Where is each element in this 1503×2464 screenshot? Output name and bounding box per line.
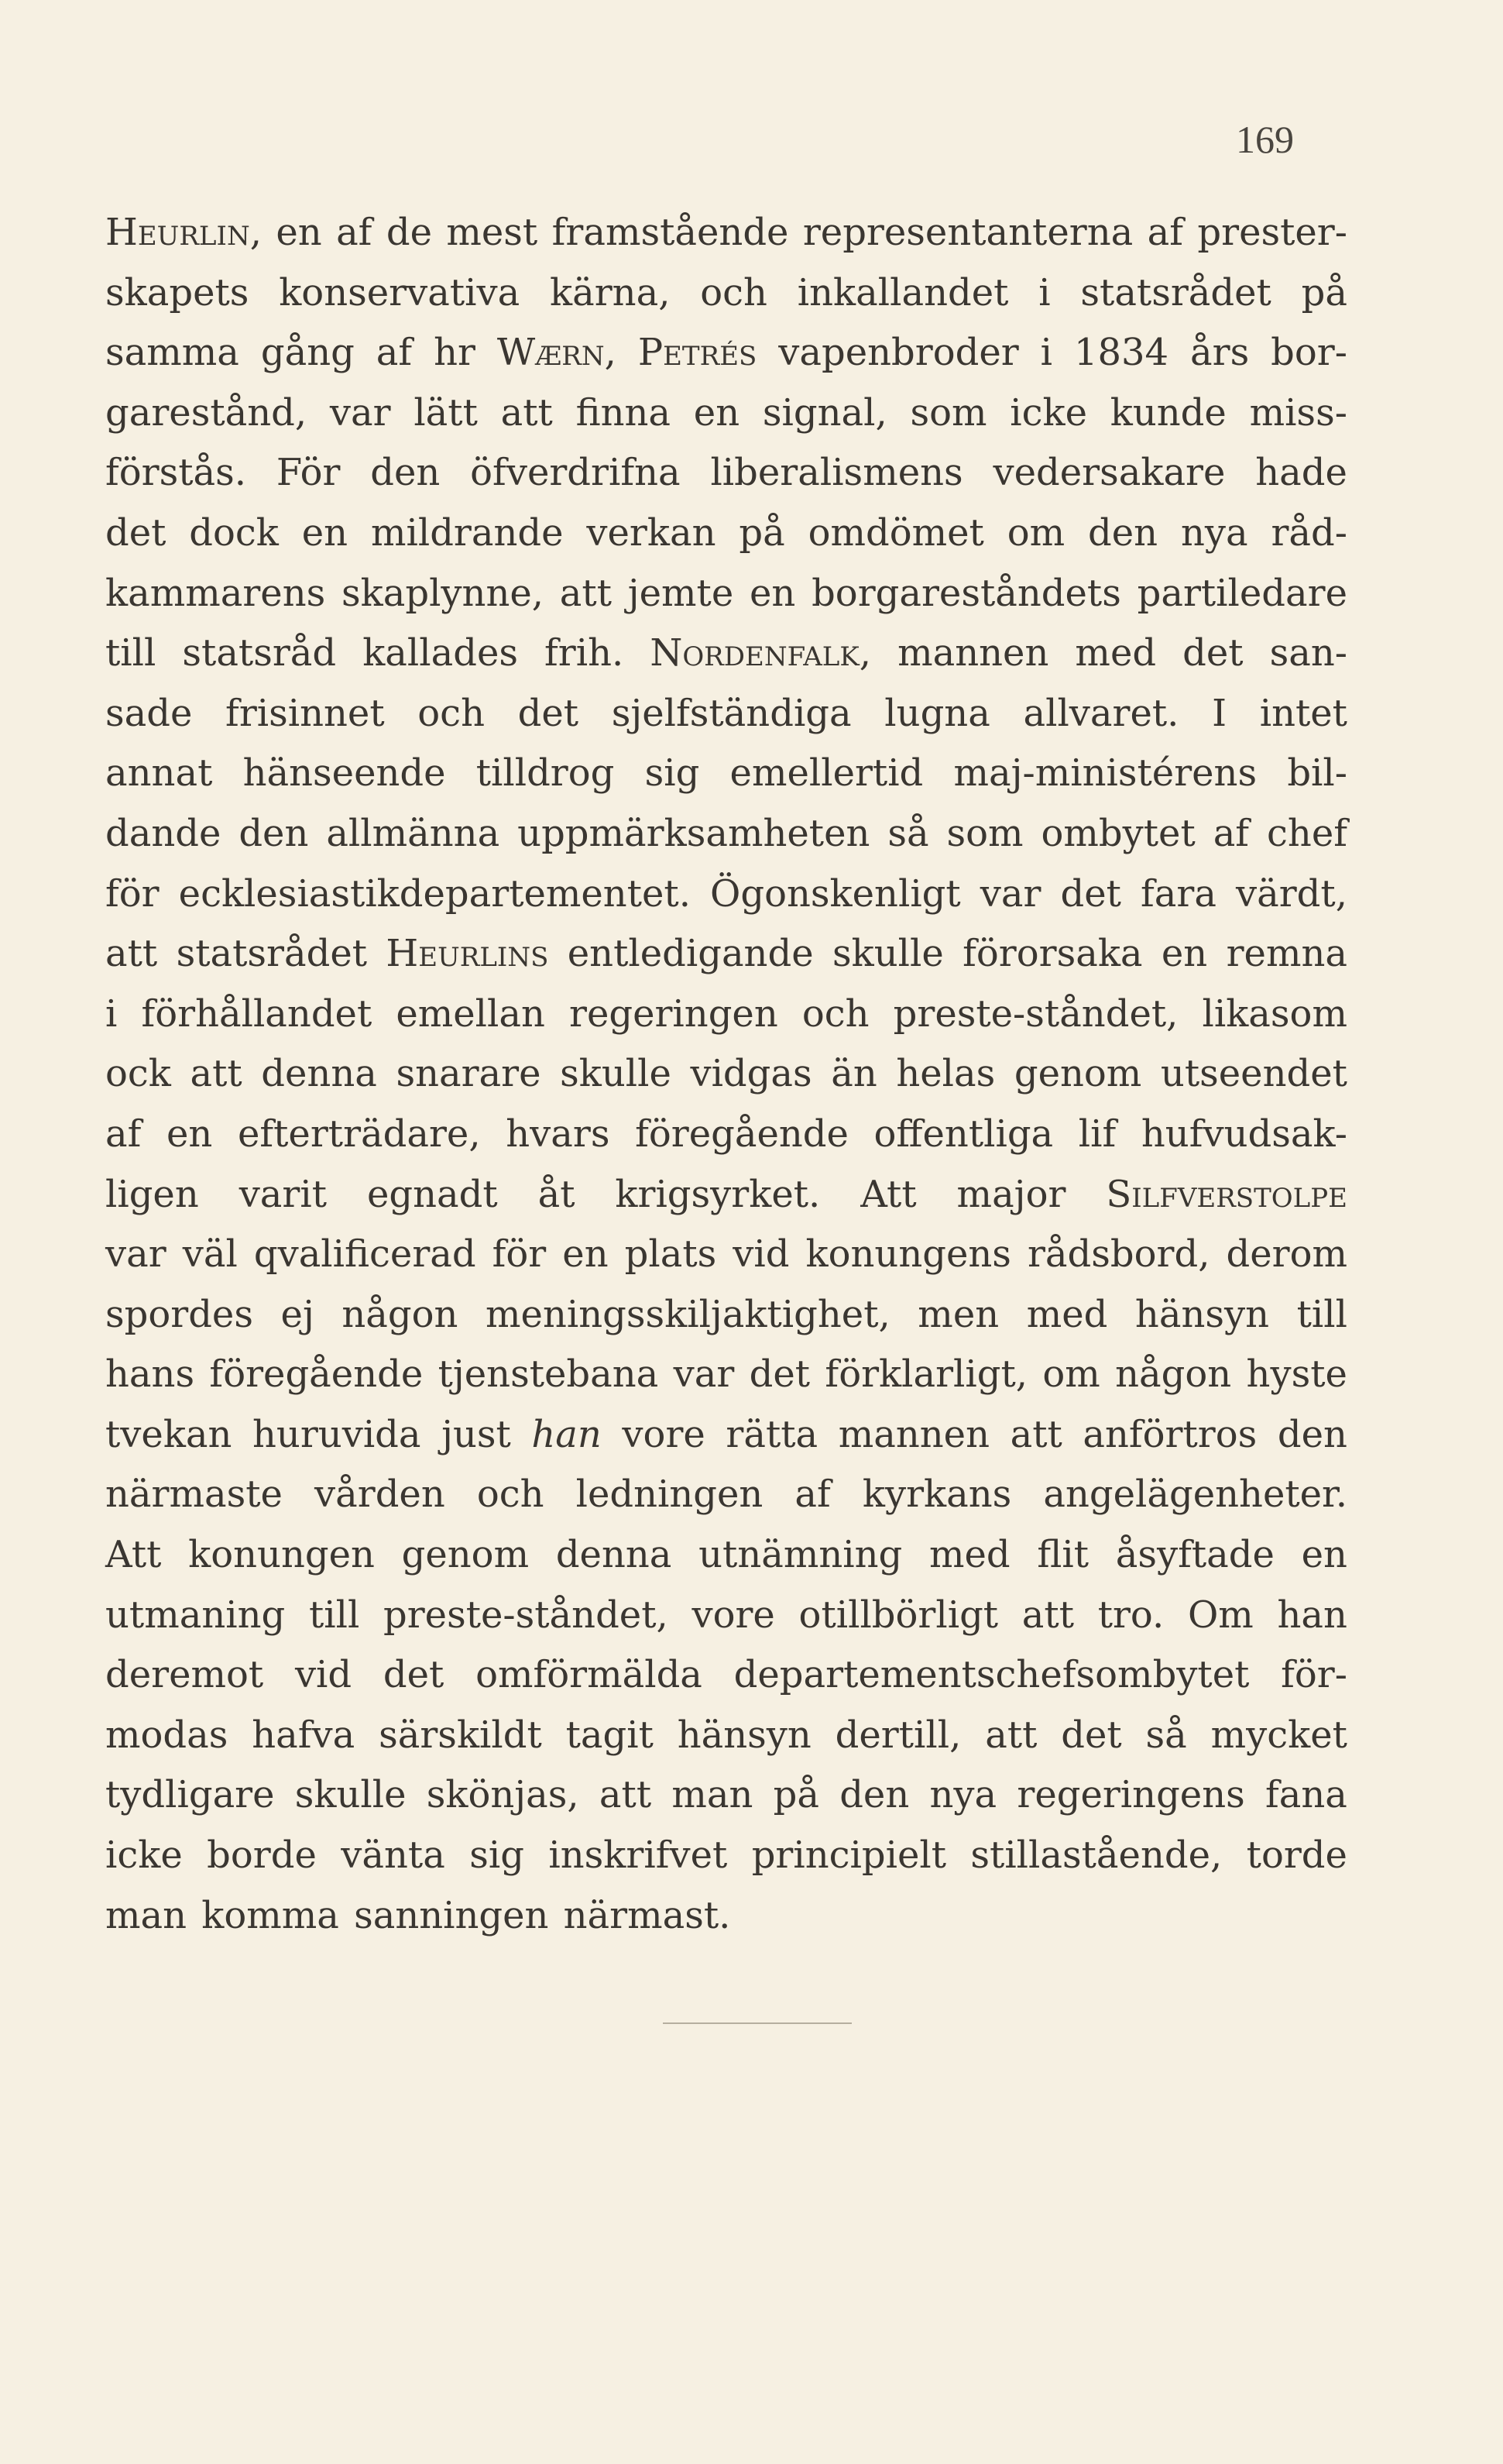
word: likasom: [1202, 991, 1347, 1036]
word: en: [1161, 932, 1208, 976]
text-line: [105, 804, 1347, 864]
word: det: [383, 1653, 444, 1697]
word: kyrkans: [862, 1473, 1012, 1517]
text-line: [105, 985, 1347, 1045]
word: för-: [1281, 1653, 1347, 1697]
word: sanningen: [354, 1893, 549, 1937]
word: mannen: [897, 631, 1049, 675]
word: vore: [691, 1593, 775, 1637]
word: någon: [1115, 1352, 1232, 1397]
word: skapets: [105, 270, 249, 314]
word: sade: [105, 691, 193, 735]
word: vapenbroder: [778, 331, 1019, 375]
word: skulle: [832, 932, 944, 976]
word: någon: [341, 1292, 458, 1336]
word: tydligare: [105, 1773, 275, 1817]
word: meningsskiljaktighet,: [486, 1292, 890, 1336]
word: finna: [575, 390, 671, 435]
word: signal,: [762, 390, 887, 435]
word: krigsyrket.: [615, 1172, 821, 1216]
word: ecklesiastikdepartementet.: [178, 871, 691, 916]
word: i: [1038, 270, 1051, 314]
text-line: [105, 383, 1347, 444]
word: utnämning: [698, 1533, 903, 1577]
word: värdt,: [1236, 871, 1347, 916]
word: vänta: [341, 1833, 445, 1878]
word: emellertid: [729, 751, 924, 796]
word: icke: [1010, 390, 1088, 435]
word: gång: [260, 331, 355, 375]
word: för: [492, 1232, 547, 1277]
word: ock: [105, 1052, 171, 1096]
word: det: [1182, 631, 1244, 675]
word: att: [1010, 1412, 1062, 1456]
text-line: [105, 864, 1347, 925]
word: en: [301, 510, 348, 555]
word: Ögonskenligt: [710, 871, 961, 916]
text-line: [105, 684, 1347, 744]
word: han: [531, 1412, 602, 1456]
word: major: [956, 1172, 1066, 1216]
word: var: [980, 871, 1041, 916]
word: man: [105, 1893, 187, 1937]
word: på: [739, 510, 785, 555]
word: till: [1296, 1292, 1347, 1336]
word: representanterna: [802, 211, 1134, 254]
word: omförmälda: [475, 1653, 702, 1697]
word: och: [476, 1473, 544, 1517]
word: rådsbord,: [1027, 1232, 1210, 1277]
word: emellan: [396, 991, 545, 1036]
word: mannen: [838, 1412, 990, 1456]
word: sig: [469, 1833, 524, 1878]
word: mest: [446, 211, 538, 254]
word: skaplynne,: [341, 571, 544, 615]
word: allvaret.: [1023, 691, 1179, 735]
word: entledigande: [567, 932, 814, 976]
word: borgareståndets: [812, 571, 1121, 615]
word: inkallandet: [797, 270, 1009, 314]
word: och: [417, 691, 485, 735]
word: ligen: [105, 1172, 199, 1216]
word: frisinnet: [225, 691, 385, 735]
word: af: [1213, 811, 1250, 855]
word: remna: [1226, 932, 1347, 976]
word: var: [329, 390, 391, 435]
word: qvalificerad: [253, 1232, 476, 1277]
word: genom: [1014, 1052, 1142, 1096]
word: nya: [929, 1773, 997, 1817]
word: närmast.: [563, 1893, 731, 1937]
word: hufvudsak-: [1141, 1112, 1347, 1156]
word: otillbörligt: [798, 1593, 999, 1637]
word: kunde: [1110, 390, 1227, 435]
text-line: [105, 503, 1347, 564]
word: den: [1277, 1412, 1347, 1456]
word: vore: [622, 1412, 705, 1456]
text-line: [105, 1285, 1347, 1345]
word: Heurlin,: [105, 211, 262, 254]
word: uppmärksamheten: [517, 811, 870, 855]
word: mycket: [1210, 1713, 1347, 1757]
word: tvekan: [105, 1412, 232, 1456]
word: förklarligt,: [825, 1352, 1028, 1397]
word: öfverdrifna: [470, 451, 681, 495]
word: om: [1042, 1352, 1100, 1397]
word: prester-: [1197, 211, 1347, 254]
word: just: [441, 1412, 511, 1456]
word: väl: [182, 1232, 238, 1277]
word: komma: [201, 1893, 339, 1937]
text-line: [105, 203, 1347, 263]
word: regeringen: [569, 991, 778, 1036]
word: ledningen: [575, 1473, 764, 1517]
word: spordes: [105, 1292, 253, 1336]
text-line: [105, 443, 1347, 503]
word: ej: [280, 1292, 314, 1336]
word: hade: [1255, 451, 1347, 495]
word: med: [928, 1533, 1011, 1577]
word: om: [1007, 510, 1065, 555]
word: till: [105, 631, 156, 675]
word: allmänna: [326, 811, 500, 855]
word: tro.: [1097, 1593, 1165, 1637]
text-line: [105, 624, 1347, 684]
word: att: [1021, 1593, 1074, 1637]
word: vid: [294, 1653, 352, 1697]
word: omdömet: [808, 510, 984, 555]
word: Nordenfalk,: [650, 631, 872, 675]
word: en: [1301, 1533, 1347, 1577]
word: denna: [555, 1533, 672, 1577]
word: skulle: [560, 1052, 671, 1096]
word: särskildt: [379, 1713, 542, 1757]
word: 1834: [1073, 331, 1169, 375]
word: skönjas,: [426, 1773, 579, 1817]
word: fana: [1265, 1773, 1347, 1817]
word: Om: [1187, 1593, 1254, 1637]
word: i: [105, 991, 118, 1036]
word: att: [599, 1773, 652, 1817]
text-line: [105, 263, 1347, 324]
text-line: [105, 1225, 1347, 1285]
word: var: [105, 1232, 166, 1277]
text-line: [105, 924, 1347, 985]
word: framstående: [551, 211, 789, 254]
end-rule: [663, 2022, 852, 2024]
word: Wærn,: [496, 331, 616, 375]
text-line: [105, 1525, 1347, 1586]
word: preste-ståndet,: [893, 991, 1179, 1036]
word: san-: [1269, 631, 1347, 675]
text-line: [105, 1105, 1347, 1165]
word: lugna: [884, 691, 990, 735]
word: konservativa: [279, 270, 520, 314]
word: garestånd,: [105, 390, 307, 435]
page-number: 169: [1236, 118, 1294, 161]
word: stillastående,: [970, 1833, 1223, 1878]
word: jemte: [627, 571, 734, 615]
word: anförtros: [1083, 1412, 1258, 1456]
word: åt: [537, 1172, 575, 1216]
word: han: [1277, 1593, 1347, 1637]
word: huruvida: [252, 1412, 421, 1456]
word: Heurlins: [386, 932, 549, 976]
word: Silfverstolpe: [1106, 1172, 1347, 1216]
word: än: [831, 1052, 877, 1096]
word: departementschefsombytet: [733, 1653, 1250, 1697]
word: snarare: [396, 1052, 541, 1096]
word: man: [671, 1773, 753, 1817]
word: kallades: [362, 631, 518, 675]
word: egnadt: [366, 1172, 498, 1216]
word: dande: [105, 811, 221, 855]
word: af: [376, 331, 413, 375]
word: modas: [105, 1713, 228, 1757]
word: att: [190, 1052, 242, 1096]
word: men: [918, 1292, 1000, 1336]
word: förhållandet: [141, 991, 372, 1036]
text-line: [105, 1165, 1347, 1225]
word: varit: [238, 1172, 328, 1216]
word: hyste: [1246, 1352, 1347, 1397]
word: och: [700, 270, 767, 314]
word: att: [500, 390, 553, 435]
word: den: [839, 1773, 910, 1817]
word: en: [749, 571, 796, 615]
word: annat: [105, 751, 213, 796]
word: plats: [624, 1232, 717, 1277]
word: partiledare: [1137, 571, 1347, 615]
word: som: [946, 811, 1024, 855]
word: rätta: [726, 1412, 818, 1456]
text-line: [105, 744, 1347, 804]
word: så: [887, 811, 929, 855]
word: regeringens: [1017, 1773, 1245, 1817]
word: mildrande: [370, 510, 564, 555]
text-line: [105, 1465, 1347, 1525]
word: den: [1088, 510, 1158, 555]
word: sjelfständiga: [611, 691, 852, 735]
word: utmaning: [105, 1593, 286, 1637]
word: verkan: [586, 510, 716, 555]
word: miss-: [1249, 390, 1347, 435]
word: närmaste: [105, 1473, 283, 1517]
word: utseendet: [1160, 1052, 1347, 1096]
word: konungens: [805, 1232, 1011, 1277]
text-line: [105, 1345, 1347, 1405]
word: den: [238, 811, 309, 855]
word: af: [105, 1112, 142, 1156]
word: sig: [644, 751, 700, 796]
word: hänsyn: [1134, 1292, 1270, 1336]
word: att: [985, 1713, 1038, 1757]
word: skulle: [294, 1773, 407, 1817]
word: chef: [1267, 811, 1347, 855]
word: deremot: [105, 1653, 264, 1697]
body-text: [105, 203, 1347, 1946]
word: med: [1026, 1292, 1108, 1336]
word: bor-: [1271, 331, 1347, 375]
word: Att: [105, 1533, 162, 1577]
word: tilldrog: [475, 751, 615, 796]
text-line: [105, 1706, 1347, 1766]
word: förorsaka: [963, 932, 1143, 976]
word: derom: [1226, 1232, 1347, 1277]
word: hr: [434, 331, 475, 375]
word: föregående: [635, 1112, 849, 1156]
word: tagit: [565, 1713, 654, 1757]
word: åsyftade: [1115, 1533, 1275, 1577]
word: fara: [1140, 871, 1216, 916]
word: som: [910, 390, 987, 435]
text-line: [105, 323, 1347, 383]
word: konungen: [188, 1533, 375, 1577]
word: det: [517, 691, 579, 735]
word: frih.: [544, 631, 624, 675]
text-line: [105, 1645, 1347, 1706]
word: vidgas: [690, 1052, 812, 1096]
word: principielt: [751, 1833, 946, 1878]
word: statsrådet: [176, 932, 368, 976]
word: och: [801, 991, 870, 1036]
text-line: [105, 564, 1347, 624]
word: För: [276, 451, 341, 495]
text-line: [105, 1765, 1347, 1826]
text-line: [105, 1586, 1347, 1646]
word: vedersakare: [993, 451, 1226, 495]
word: kärna,: [550, 270, 671, 314]
word: det: [749, 1352, 811, 1397]
text-line: [105, 1886, 1347, 1947]
word: i: [1040, 331, 1052, 375]
word: helas: [896, 1052, 996, 1096]
word: förstås.: [105, 451, 247, 495]
word: af: [794, 1473, 831, 1517]
word: års: [1190, 331, 1250, 375]
word: en: [562, 1232, 609, 1277]
word: tjenstebana: [438, 1352, 659, 1397]
word: med: [1075, 631, 1157, 675]
word: dock: [189, 510, 279, 555]
word: flit: [1037, 1533, 1090, 1577]
word: till: [308, 1593, 360, 1637]
word: var: [673, 1352, 735, 1397]
word: statsrådet: [1080, 270, 1271, 314]
word: statsråd: [182, 631, 337, 675]
word: hafva: [252, 1713, 355, 1757]
word: hvars: [506, 1112, 610, 1156]
word: samma: [105, 331, 239, 375]
word: Att: [860, 1172, 917, 1216]
word: en: [693, 390, 740, 435]
word: en: [166, 1112, 213, 1156]
word: lif: [1078, 1112, 1117, 1156]
text-line: [105, 1826, 1347, 1886]
word: genom: [401, 1533, 530, 1577]
word: så: [1145, 1713, 1187, 1757]
word: det: [105, 510, 166, 555]
word: råd-: [1271, 510, 1347, 555]
word: hänseende: [242, 751, 446, 796]
word: att: [105, 932, 158, 976]
word: de: [386, 211, 432, 254]
word: denna: [261, 1052, 377, 1096]
word: för: [105, 871, 160, 916]
word: det: [1060, 871, 1121, 916]
word: hans: [105, 1352, 195, 1397]
word: I: [1212, 691, 1227, 735]
word: ombytet: [1041, 811, 1196, 855]
word: liberalismens: [710, 451, 963, 495]
word: torde: [1246, 1833, 1347, 1878]
word: icke: [105, 1833, 183, 1878]
word: efterträdare,: [237, 1112, 481, 1156]
word: inskrifvet: [548, 1833, 728, 1878]
word: föregående: [209, 1352, 424, 1397]
word: lätt: [413, 390, 478, 435]
text-line: [105, 1044, 1347, 1105]
word: offentliga: [873, 1112, 1054, 1156]
word: Petrés: [637, 331, 757, 375]
word: att: [559, 571, 612, 615]
word: kammarens: [105, 571, 326, 615]
word: preste-ståndet,: [383, 1593, 668, 1637]
text-line: [105, 1405, 1347, 1466]
word: vården: [314, 1473, 445, 1517]
word: på: [773, 1773, 819, 1817]
word: dertill,: [835, 1713, 962, 1757]
word: maj-ministérens: [953, 751, 1258, 796]
word: intet: [1259, 691, 1347, 735]
word: hänsyn: [677, 1713, 812, 1757]
word: det: [1061, 1713, 1122, 1757]
word: en: [276, 211, 322, 254]
word: af: [336, 211, 372, 254]
word: vid: [733, 1232, 790, 1277]
word: borde: [207, 1833, 317, 1878]
word: bil-: [1287, 751, 1347, 796]
word: af: [1147, 211, 1183, 254]
word: nya: [1180, 510, 1248, 555]
word: på: [1301, 270, 1347, 314]
word: den: [370, 451, 441, 495]
word: angelägenheter.: [1043, 1473, 1347, 1517]
